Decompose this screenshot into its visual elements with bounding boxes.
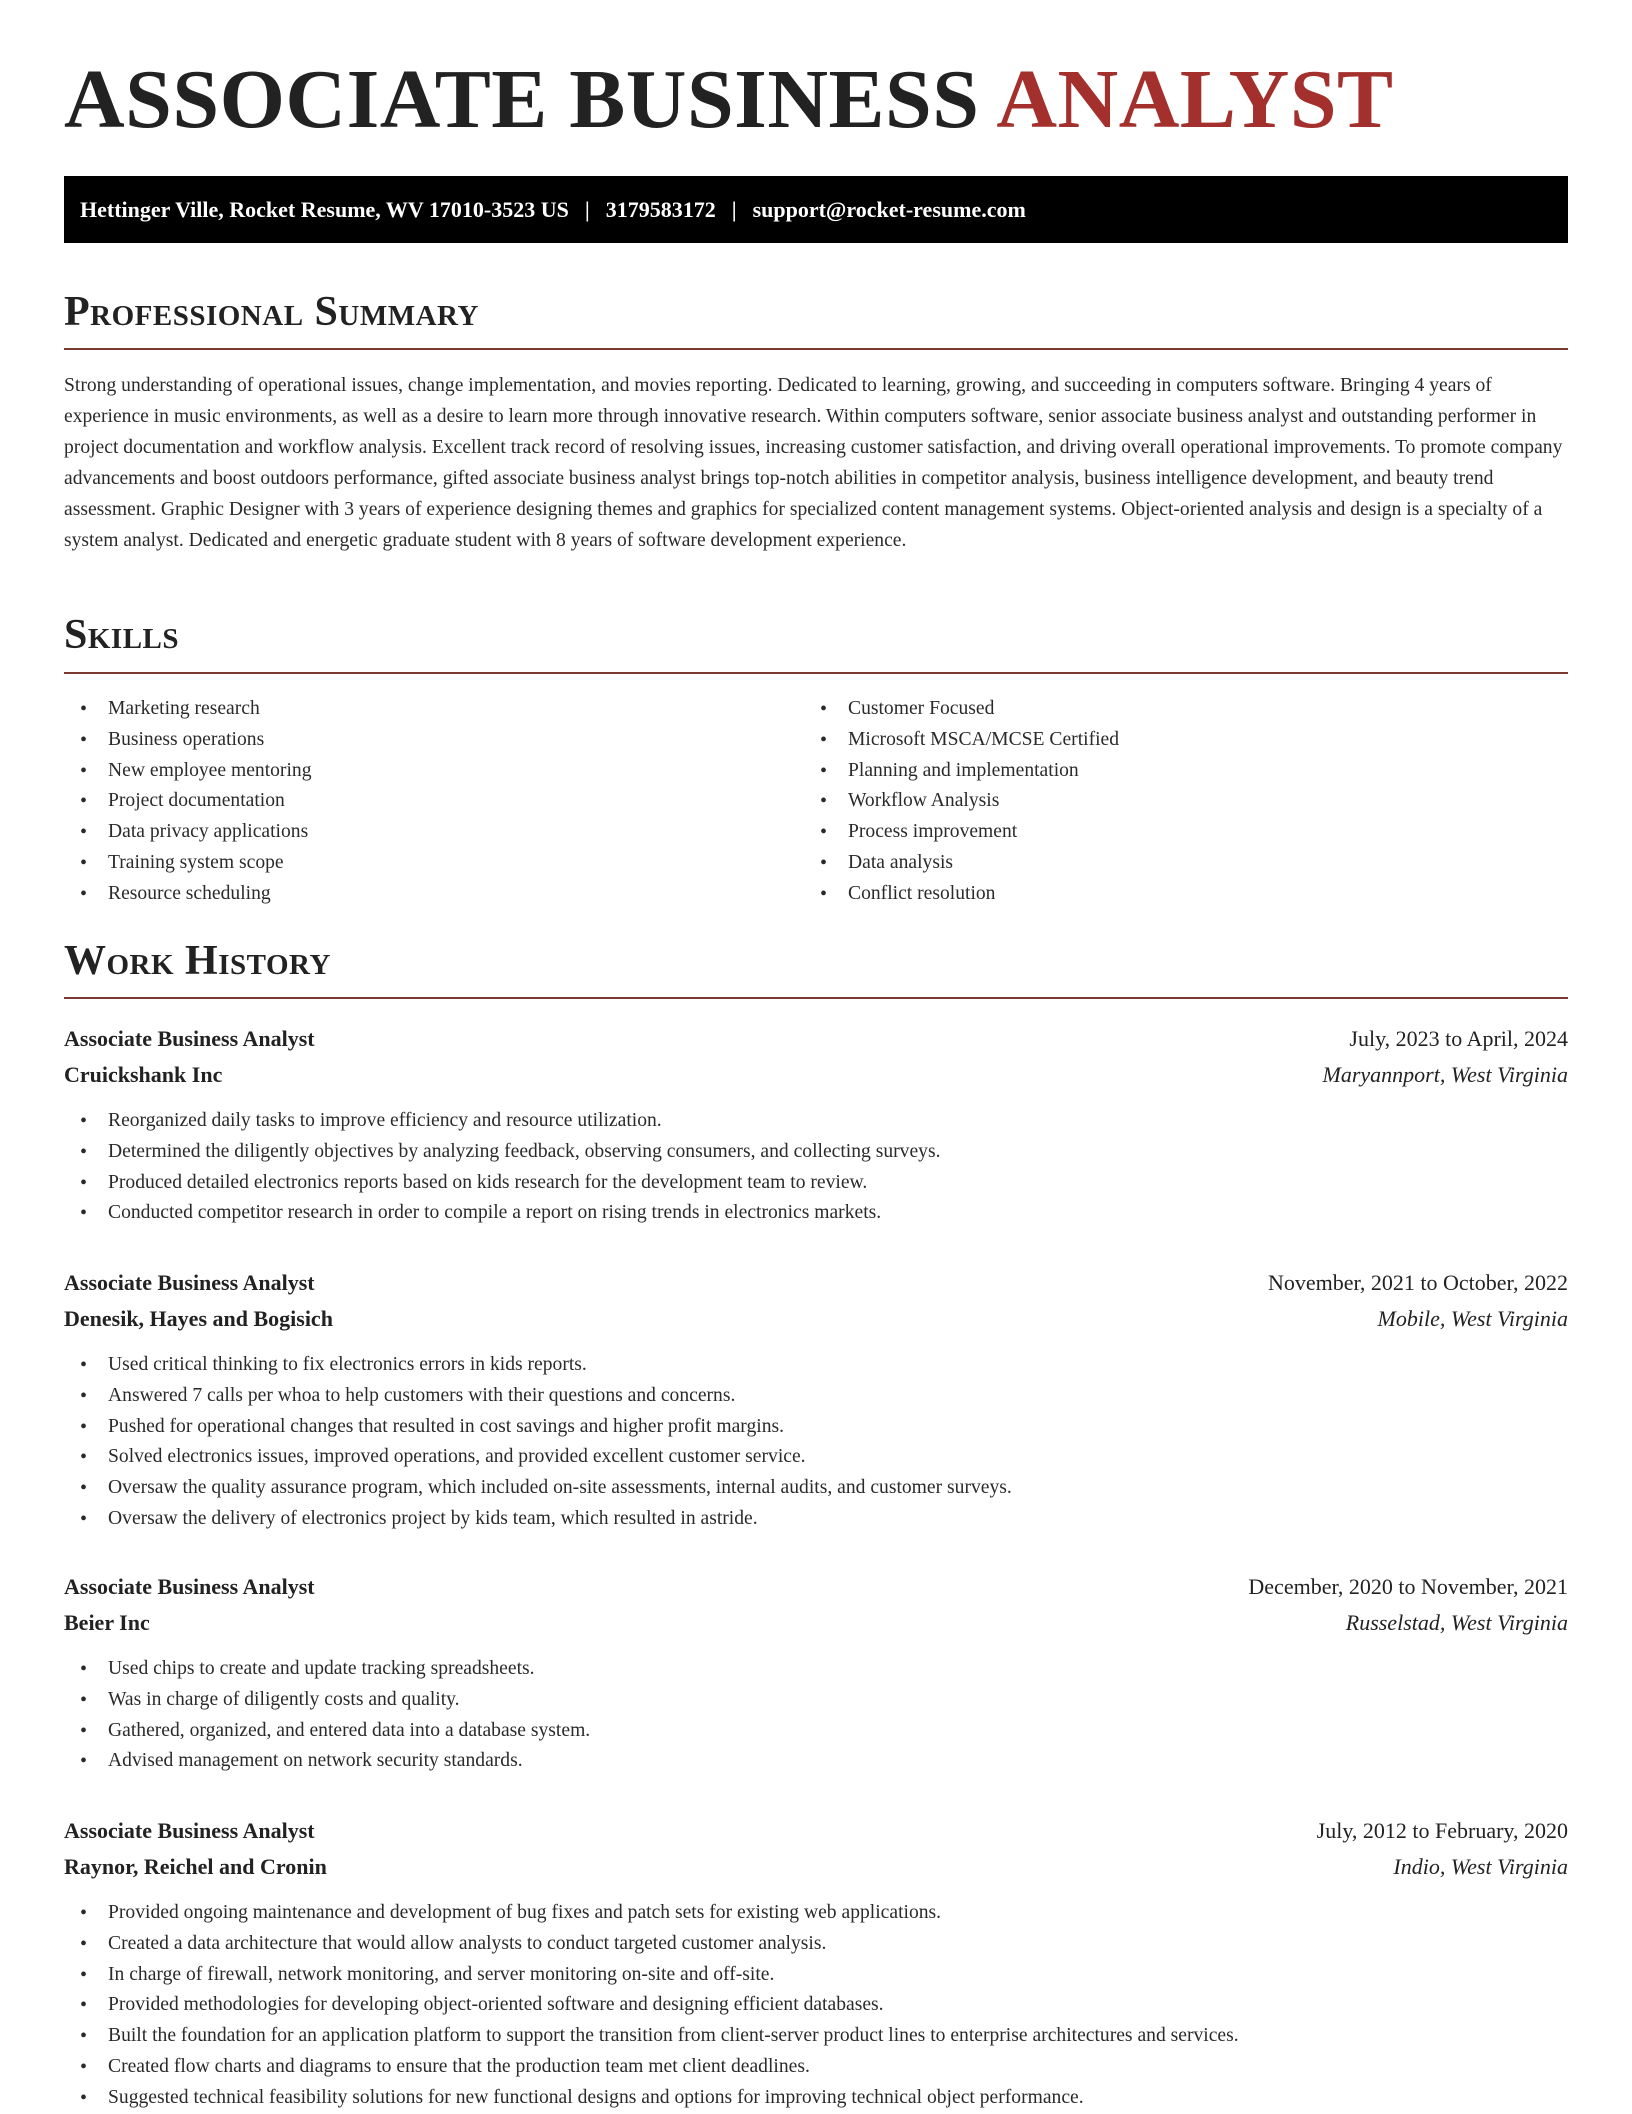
job-bullet: • Provided ongoing maintenance and development of bug fixes and patch sets for existing web applications. <box>64 1898 1568 1929</box>
title-main: ASSOCIATE BUSINESS <box>64 53 980 146</box>
job-bullet: • Advised management on network security standards. <box>64 1746 1568 1777</box>
skill-item: • Training system scope <box>64 848 764 879</box>
job-bullet: • Gathered, organized, and entered data into a database system. <box>64 1716 1568 1747</box>
job-bullet: • Solved electronics issues, improved operations, and provided excellent customer service. <box>64 1442 1568 1473</box>
skill-item: • Marketing research <box>64 694 764 725</box>
job-bullet: • Created a data architecture that would allow analysts to conduct targeted customer analysis. <box>64 1929 1568 1960</box>
skill-item: • Process improvement <box>804 817 1504 848</box>
job-entry <box>64 1265 1568 1535</box>
job-bullet: • Determined the diligently objectives by analyzing feedback, observing consumers, and collecting surveys. <box>64 1137 1568 1168</box>
contact-email[interactable]: support@rocket-resume.com <box>752 196 1026 222</box>
contact-separator: | <box>584 196 590 222</box>
job-header-row <box>64 1021 1568 1057</box>
skills-column-left <box>64 694 764 910</box>
job-dates: December, 2020 to November, 2021 <box>1248 1574 1568 1599</box>
skill-item: • Project documentation <box>64 786 764 817</box>
job-bullet: • Oversaw the delivery of electronics project by kids team, which resulted in astride. <box>64 1504 1568 1535</box>
contact-address: Hettinger Ville, Rocket Resume, WV 17010-3523 US <box>80 196 569 222</box>
summary-text: Strong understanding of operational issues, change implementation, and movies reporting. Dedicated to learning, growing, and succeeding in computers software. Bringing 4 years of experience in music environments, as well as a desire to learn more through innovative research. Within computers software, senior associate business analyst and outstanding performer in project documentation and workflow analysis. Excellent track record of resolving issues, increasing customer satisfaction, and driving overall operational improvements. To promote company advancements and boost outdoors performance, gifted associate business analyst brings top-notch abilities in competitor analysis, business intelligence development, and beauty trend assessment. Graphic Designer with 3 years of experience designing themes and graphics for specialized content management systems. Object-oriented analysis and design is a specialty of a system analyst. Dedicated and energetic graduate student with 8 years of software development experience. <box>64 375 1563 551</box>
job-bullet-list <box>64 1654 1568 1777</box>
resume-title <box>64 0 1568 146</box>
job-bullet: • Pushed for operational changes that resulted in cost savings and higher profit margins. <box>64 1412 1568 1443</box>
job-bullet: • In charge of firewall, network monitoring, and server monitoring on-site and off-site. <box>64 1960 1568 1991</box>
job-bullet: • Created flow charts and diagrams to ensure that the production team met client deadlines. <box>64 2052 1568 2083</box>
job-bullet: • Reorganized daily tasks to improve efficiency and resource utilization. <box>64 1106 1568 1137</box>
job-company-row <box>64 1057 1568 1093</box>
job-bullet: • Used critical thinking to fix electronics errors in kids reports. <box>64 1350 1568 1381</box>
skill-item: • Resource scheduling <box>64 879 764 910</box>
job-location: Indio, West Virginia <box>1393 1854 1568 1879</box>
skills-list-left <box>64 694 764 910</box>
job-bullet: • Oversaw the quality assurance program, which included on-site assessments, internal audits, and customer surveys. <box>64 1473 1568 1504</box>
job-bullet-list <box>64 1106 1568 1229</box>
skill-item: • Conflict resolution <box>804 879 1504 910</box>
title-accent: ANALYST <box>996 53 1394 146</box>
job-header-row <box>64 1569 1568 1605</box>
skill-item: • Business operations <box>64 725 764 756</box>
job-entry <box>64 1021 1568 1229</box>
job-company-row <box>64 1605 1568 1641</box>
job-entry <box>64 1813 1568 2114</box>
job-title: Associate Business Analyst <box>64 1818 315 1843</box>
job-title: Associate Business Analyst <box>64 1574 315 1599</box>
job-company: Denesik, Hayes and Bogisich <box>64 1306 333 1331</box>
job-bullet: • Built the foundation for an application platform to support the transition from client-server product lines to enterprise architectures and services. <box>64 2021 1568 2052</box>
job-company: Raynor, Reichel and Cronin <box>64 1854 327 1879</box>
job-title: Associate Business Analyst <box>64 1270 315 1295</box>
job-entry <box>64 1569 1568 1777</box>
job-company: Beier Inc <box>64 1610 150 1635</box>
job-title: Associate Business Analyst <box>64 1026 315 1051</box>
contact-phone[interactable]: 3179583172 <box>605 196 716 222</box>
skill-item: • Microsoft MSCA/MCSE Certified <box>804 725 1504 756</box>
resume-page <box>64 0 1568 2108</box>
section-title-skills: Skills <box>64 612 180 658</box>
section-divider <box>64 348 1568 350</box>
job-bullet: • Was in charge of diligently costs and quality. <box>64 1685 1568 1716</box>
job-header-row <box>64 1265 1568 1301</box>
job-bullet: • Used chips to create and update tracking spreadsheets. <box>64 1654 1568 1685</box>
job-bullet: • Suggested technical feasibility solutions for new functional designs and options for improving technical object performance. <box>64 2083 1568 2114</box>
job-bullet: • Conducted competitor research in order to compile a report on rising trends in electronics markets. <box>64 1198 1568 1229</box>
job-dates: November, 2021 to October, 2022 <box>1267 1270 1568 1295</box>
job-bullet: • Provided methodologies for developing object-oriented software and designing efficient databases. <box>64 1990 1568 2021</box>
section-title-summary: Professional Summary <box>64 289 479 335</box>
job-company: Cruickshank Inc <box>64 1062 223 1087</box>
skills-column-right <box>804 694 1504 910</box>
job-bullet: • Produced detailed electronics reports based on kids research for the development team to review. <box>64 1168 1568 1199</box>
job-location: Russelstad, West Virginia <box>1345 1610 1568 1635</box>
skill-item: • New employee mentoring <box>64 756 764 787</box>
contact-bar <box>64 176 1568 243</box>
job-location: Maryannport, West Virginia <box>1322 1062 1568 1087</box>
job-location: Mobile, West Virginia <box>1377 1306 1568 1331</box>
skill-item: • Customer Focused <box>804 694 1504 725</box>
skills-list-right <box>804 694 1504 910</box>
skill-item: • Data analysis <box>804 848 1504 879</box>
contact-separator: | <box>731 196 737 222</box>
job-bullet: • Answered 7 calls per whoa to help customers with their questions and concerns. <box>64 1381 1568 1412</box>
section-divider <box>64 997 1568 999</box>
section-divider <box>64 672 1568 674</box>
job-company-row <box>64 1849 1568 1885</box>
job-bullet-list <box>64 1350 1568 1535</box>
skill-item: • Planning and implementation <box>804 756 1504 787</box>
skill-item: • Workflow Analysis <box>804 786 1504 817</box>
section-title-work-history: Work History <box>64 938 331 984</box>
skill-item: • Data privacy applications <box>64 817 764 848</box>
job-dates: July, 2012 to February, 2020 <box>1316 1818 1568 1843</box>
job-dates: July, 2023 to April, 2024 <box>1349 1026 1568 1051</box>
job-company-row <box>64 1301 1568 1337</box>
job-bullet-list <box>64 1898 1568 2114</box>
job-header-row <box>64 1813 1568 1849</box>
